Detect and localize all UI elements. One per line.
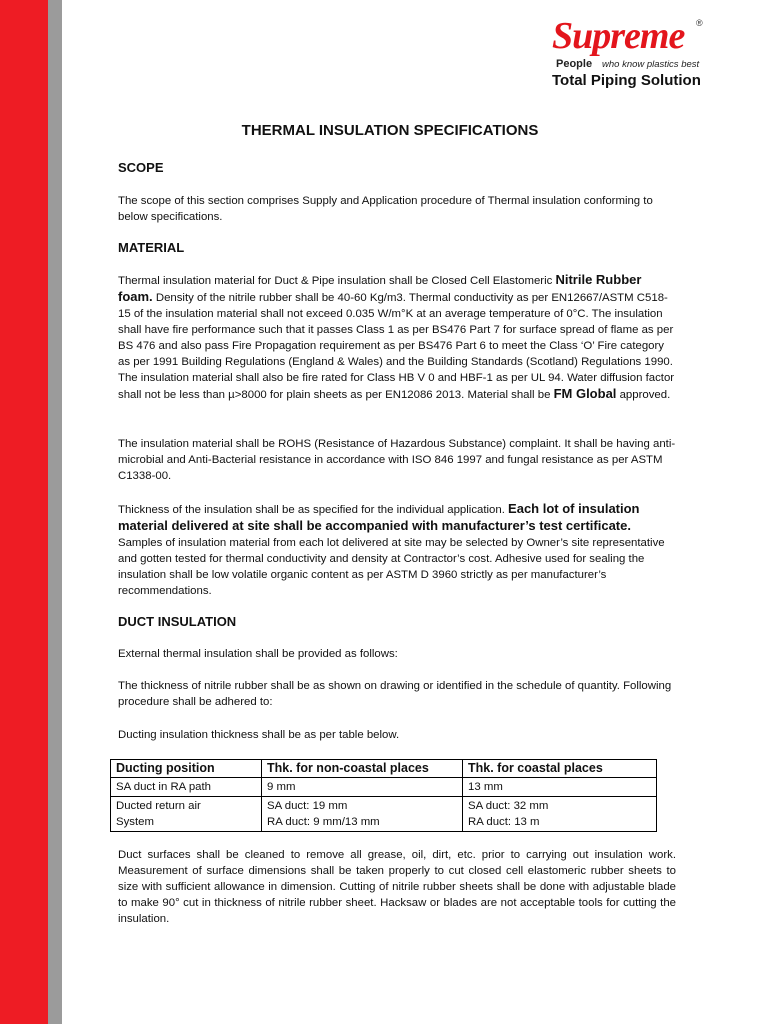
column-header-ducting-position: Ducting position [111,760,262,778]
document-title: THERMAL INSULATION SPECIFICATIONS [241,122,539,139]
cell-line: SA duct: 19 mm [267,800,348,812]
material-paragraph-3 [118,501,676,599]
table-cell: 9 mm [262,778,463,797]
supreme-logo [548,14,708,94]
material-p1-body: Density of the nitrile rubber shall be 40-60 Kg/m3. Thermal conductivity as per EN12667/ASTM C518-15 of the insulation material shall not exceed 0.035 W/m°K at an average temperature of 0°C. The insulation shall have fire performance such that it passes Class 1 as per BS476 Part 7 for surface spread of flame as per BS 476 and also pass Fire Propagation requirement as per BS476 Part 6 to meet the Class ‘O’ Fire category as per 1991 Building Regulations (England & Wales) and the Building Standards (Scotland) Regulations 1990. The insulation material shall also be fire rated for Class HB V 0 and HBF-1 as per UL 94. Water diffusion factor shall not be less than µ>8000 for plain sheets as per EN12086 2013. Material shall be [118,292,675,401]
material-p3-start: Thickness of the insulation shall be as specified for the individual application. [118,504,509,516]
duct-paragraph-3: Ducting insulation thickness shall be as per table below. [118,729,400,741]
duct-insulation-heading: DUCT INSULATION [118,614,237,629]
logo-people-text: People [556,58,593,70]
logo-tagline: who know plastics best [602,59,700,70]
left-red-margin-bar [0,0,48,1024]
registered-mark: ® [696,18,703,28]
logo-brand-name: Supreme [552,15,685,57]
duct-insulation-thickness-table [110,759,657,832]
fm-global-emphasis: FM Global [553,386,617,401]
logo-total-piping-solution: Total Piping Solution [552,72,701,89]
table-cell [463,797,657,832]
scope-heading: SCOPE [118,160,164,175]
scope-paragraph: The scope of this section comprises Supply and Application procedure of Thermal insulation conforming to below specifications. [118,195,653,223]
nitrile-rubber-foam-emphasis: Nitrile Rubber foam. [118,272,642,304]
material-heading: MATERIAL [118,240,185,255]
table-cell: SA duct in RA path [111,778,262,797]
left-gray-margin-bar [48,0,62,1024]
column-header-non-coastal: Thk. for non-coastal places [262,760,463,778]
table-row [111,778,657,797]
table-header-row [111,760,657,778]
duct-paragraph-1: External thermal insulation shall be provided as follows: [118,648,398,660]
cell-line: RA duct: 13 m [468,816,540,828]
table-cell: 13 mm [463,778,657,797]
table-row [111,797,657,832]
cell-line: System [116,816,154,828]
table-cell [262,797,463,832]
cell-line: SA duct: 32 mm [468,800,549,812]
material-p1-start: Thermal insulation material for Duct & Pipe insulation shall be Closed Cell Elastomeric [118,275,556,287]
duct-paragraph-2: The thickness of nitrile rubber shall be as shown on drawing or identified in the schedule of quantity. Following procedure shall be adhered to: [118,680,672,708]
material-paragraph-1 [118,272,676,403]
duct-paragraph-4: Duct surfaces shall be cleaned to remove all grease, oil, dirt, etc. prior to carrying out insulation work. Measurement of surface dimensions shall be taken properly to cut closed cell elastomeric rubber sheets to size with sufficient allowance in dimension. Cutting of nitrile rubber sheets shall be done with adjustable blade to make 90° cut in thickness of nitrile rubber sheet. Hacksaw or blades are not acceptable tools for cutting the insulation. [118,849,676,925]
material-p3-end: Samples of insulation material from each lot delivered at site may be selected by Owner’s site representative and gotten tested for thermal conductivity and density at Contractor’s cost. Adhesive used for sealing the insulation shall be low volatile organic content as per ASTM D 3960 strictly as per manufacturer’s recommendations. [118,537,665,597]
cell-line: RA duct: 9 mm/13 mm [267,816,380,828]
column-header-coastal: Thk. for coastal places [463,760,657,778]
material-paragraph-2: The insulation material shall be ROHS (Resistance of Hazardous Substance) complaint. It shall be having anti-microbial and Anti-Bacterial resistance in accordance with ISO 846 1997 and fungal resistance as per ASTM C1338-00. [118,438,676,482]
cell-line: Ducted return air [116,800,201,812]
table-cell [111,797,262,832]
test-certificate-emphasis: Each lot of insulation material delivered at site shall be accompanied with manufacturer’s test certificate. [118,501,640,533]
material-p1-end: approved. [616,389,671,401]
